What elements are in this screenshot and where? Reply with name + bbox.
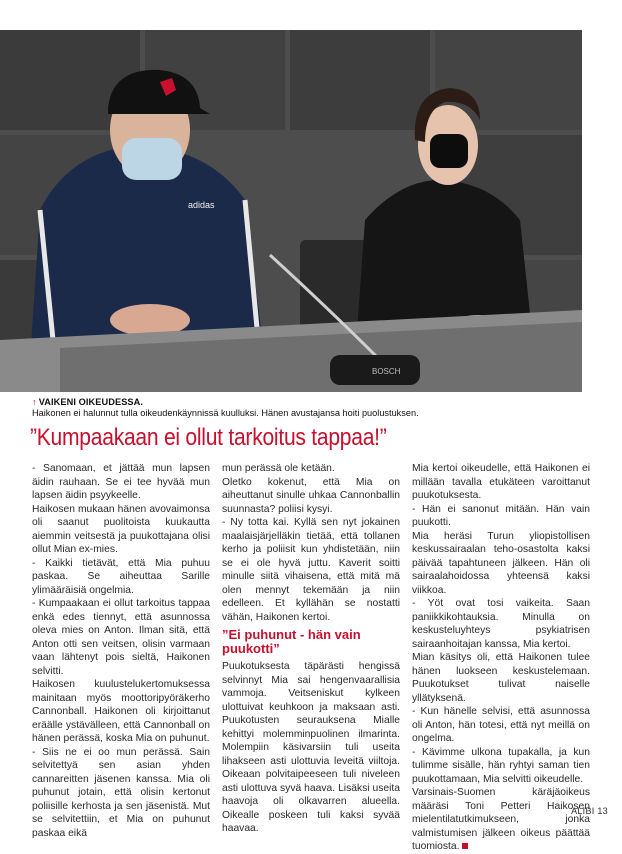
page-footer: ALIBI 13 xyxy=(571,806,608,816)
paragraph: Mia kertoi oikeudelle, että Haikonen ei millään tavalla etukäteen varoittanut puukotuksesta. xyxy=(412,463,590,501)
paragraph: - Hän ei sanonut mitään. Hän vain puukotti. xyxy=(412,503,590,528)
paragraph: - Kaikki tietävät, että Mia puhuu paskaa. Se aiheuttaa Sarille ylimääräisiä ongelmia. xyxy=(32,557,210,596)
paragraph: - Kun hänelle selvisi, että asunnossa oli Anton, hän totesi, että nyt meillä on ongelma. xyxy=(412,706,590,744)
caption-title-text: VAIKENI OIKEUDESSA. xyxy=(38,397,144,407)
last-paragraph xyxy=(412,786,590,854)
paragraph: Haikosen mukaan hänen avovaimonsa oli saanut puolitoista kuukautta aiemmin veitsestä ja puukottajana olisi ollut Mian ex-mies. xyxy=(32,503,210,555)
last-paragraph-text: Varsinais-Suomen käräjäoikeus määräsi Toni Petteri Haikosen mielentilatutkimukseen, jonka valmistumisen jälkeen oikeus päättää tuomiosta. xyxy=(412,787,590,852)
paragraph: - Kumpaakaan ei ollut tarkoitus tappaa enkä edes tiennyt, että asunnossa oleva mies on Anton. Ilman sitä, että Anton otti sen veitsen, olisin varmaan vaan lähtenyt pois sieltä, Haikonen selvitti. xyxy=(32,598,210,677)
jacket-logo-text: adidas xyxy=(188,200,215,210)
court-photo-illustration xyxy=(0,30,582,392)
column-3 xyxy=(412,462,590,854)
article-headline: ”Kumpaakaan ei ollut tarkoitus tappaa!” xyxy=(30,424,387,451)
paragraph: - Kävimme ulkona tupakalla, ja kun tulimme sisälle, hän ryhtyi saman tien puukottamaan, Mia selvitti oikeudelle. xyxy=(412,746,590,785)
column-1 xyxy=(32,462,210,840)
paragraph: Haikosen kuulustelukertomuksessa mainitaan myös moottoripyöräkerho Cannonball. Haikonen oli kirjoittanut eräälle ystävälleen, että Cannonball on hänen perässä, koska Mia on puhunut. xyxy=(32,679,210,744)
end-mark-icon xyxy=(462,843,468,849)
arrow-up-icon: ↑ xyxy=(32,397,37,407)
paragraph: Mian käsitys oli, että Haikonen tulee hänen luokseen keskustelemaan. Puukotukset tulivat naiselle yllätyksenä. xyxy=(412,652,590,704)
paragraph: mun perässä ole ketään. xyxy=(222,463,335,474)
caption-text: Haikonen ei halunnut tulla oikeudenkäynnissä kuulluksi. Hänen avustajansa hoiti puolustuksen. xyxy=(32,408,419,418)
paragraph: - Yöt ovat tosi vaikeita. Saan paniikkikohtauksia. Minulla on keskusteluyhteys psykiatrisen sairaanhoitajan kanssa, Mia kertoi. xyxy=(412,598,590,650)
court-photo xyxy=(0,30,582,392)
column-2 xyxy=(222,462,400,836)
paragraph: - Sanomaan, et jättää mun lapsen äidin rauhaan. Se ei tee hyvää mun lapsen äidin psyykeelle. xyxy=(32,463,210,501)
paragraph: Puukotuksesta täpärästi hengissä selvinnyt Mia sai hengenvaarallisia vammoja. Veitseniskut kylkeen ulottuivat keuhkoon ja maksaan asti. Puukotusten seurauksena Mialle kehittyi molemminpuolinen ilmarinta. Molempiin käsivarsiin tuli useita lihakseen asti ulottuvia leveitä viiltoja. Oikeaan polvitaipeeseen tuli niveleen asti ulottuva syvä haava. Lisäksi useita haavoja oli olkavarren alueella. Oikealle poskeen tuli kaksi syvää haavaa. xyxy=(222,661,400,834)
microphone-brand-text: BOSCH xyxy=(372,367,401,376)
paragraph: - Ny totta kai. Kyllä sen nyt jokainen maalaisjärjelläkin tietää, että tollanen kerho ja poliisit kun yhdistetään, niin se ei ole hyvä juttu. Kaverit soitti minulle siitä vihaisena, että mitä mä olen mennyt tekemään ja niin edelleen. Et kyllähän se nostatti vähän, Haikonen kertoi. xyxy=(222,517,400,623)
subheading: ”Ei puhunut - hän vain puukotti” xyxy=(222,627,361,656)
photo-caption xyxy=(32,397,592,419)
paragraph: Oletko kokenut, että Mia on aiheuttanut sinulle uhkaa Cannonballin suunnasta? poliisi kysyi. xyxy=(222,476,400,515)
caption-title xyxy=(32,397,592,408)
paragraph: - Siis ne ei oo mun perässä. Sain selvitettyä sen asian yhden cannareitten jäsenen kanssa. Mia oli puhunut jotain, että olisin kertonut poliisille kerhosta ja sen jäsenistä. Mut se selvitettiin, et Mia on puhunut paskaa eikä xyxy=(32,746,210,839)
paragraph: Mia heräsi Turun yliopistollisen keskussairaalan teho-osastolta kaksi päivää tapahtuneen jälkeen. Hän oli sairaalahoidossa yhteensä kaksi viikkoa. xyxy=(412,530,590,596)
